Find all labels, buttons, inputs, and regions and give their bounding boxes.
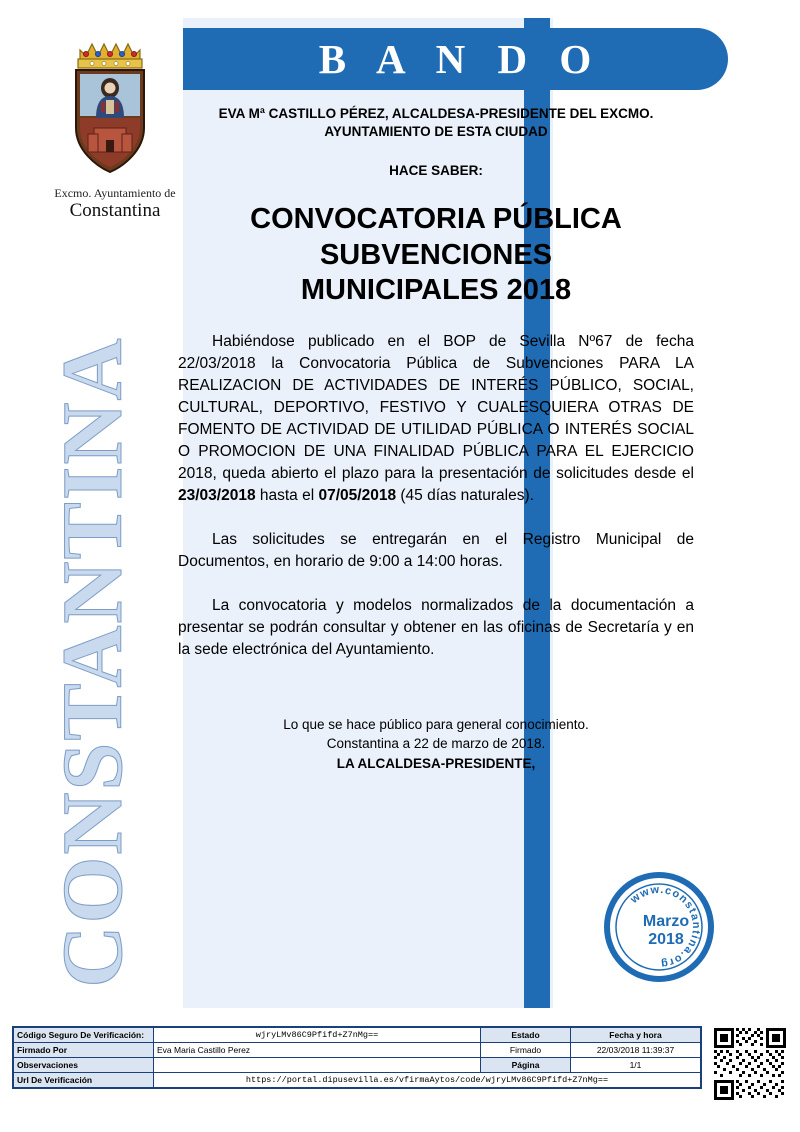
title-line-2: SUBVENCIONES (319, 238, 553, 271)
title-line-3: MUNICIPALES 2018 (300, 274, 572, 307)
website-seal-stamp (604, 872, 714, 982)
paragraph-3: La convocatoria y modelos normalizados de la documentación a presentar se podrán consultar y obtener en las oficinas de Secretaría y en la sede electrónica del Ayuntamiento. (178, 596, 694, 658)
seal-date (604, 872, 714, 982)
paragraph-1-part-e: (45 días naturales). (396, 486, 534, 504)
fecha-hora-value: 22/03/2018 11:39:37 (571, 1043, 701, 1058)
bando-banner (183, 28, 728, 90)
table-row (14, 1043, 701, 1058)
paragraph-1-date-end: 07/05/2018 (318, 486, 397, 504)
crest-caption-line1: Excmo. Ayuntamiento de (54, 186, 176, 200)
bando-title: B A N D O (318, 36, 603, 82)
closing-line-1: Lo que se hace público para general conocimiento. (283, 716, 589, 732)
url-verificacion-value[interactable]: https://portal.dipusevilla.es/vfirmaAytos/code/wjryLMv86C9Pfifd+Z7nMg== (154, 1073, 701, 1088)
authority-line: EVA Mª CASTILLO PÉREZ, ALCALDESA-PRESIDENTE DEL EXCMO. AYUNTAMIENTO DE ESTA CIUDAD (218, 106, 654, 140)
title-line-1: CONVOCATORIA PÚBLICA (250, 203, 622, 236)
hace-saber-label: HACE SABER: (389, 163, 483, 179)
paragraph-2: Las solicitudes se entregarán en el Registro Municipal de Documentos, en horario de 9:00 a 14:00 horas. (178, 530, 694, 570)
csv-value: wjryLMv86C9Pfifd+Z7nMg== (154, 1028, 481, 1043)
pagina-label: Página (481, 1058, 571, 1073)
crest-caption-line2: Constantina (69, 200, 161, 221)
table-row (14, 1028, 701, 1043)
estado-value: Firmado (481, 1043, 571, 1058)
firmado-por-value: Eva Maria Castillo Perez (154, 1043, 481, 1058)
paragraph-1-part-d: hasta el (255, 486, 319, 504)
svg-text:www.constantina.org: www.constantina.org (628, 883, 703, 971)
csv-label: Código Seguro De Verificación: (14, 1028, 154, 1043)
fecha-hora-header: Fecha y hora (571, 1028, 701, 1043)
page-title (176, 202, 696, 308)
paragraph-1-part-a: Habiéndose publicado en el BOP de Sevilla Nº67 de fecha 22/03/2018 la Convocatoria Pública de Subvenciones (178, 332, 694, 372)
seal-year: 2018 (648, 931, 684, 948)
paragraph-1 (176, 331, 696, 507)
paragraph-1-part-b: PARA LA REALIZACION DE ACTIVIDADES DE INTERÉS PÚBLICO, SOCIAL, CULTURAL, DEPORTIVO, FESTIVO Y CUALESQUIERA OTRAS DE FOMENTO DE ACTIVIDAD DE UTILIDAD PÚBLICA O INTERÉS SOCIAL O PROMOCION DE UNA FINALIDAD PÚBLICA PARA EL EJERCICIO 2018 (178, 354, 694, 482)
table-row (14, 1073, 701, 1088)
closing-line-2: Constantina a 22 de marzo de 2018. (326, 736, 546, 752)
verification-table (13, 1027, 701, 1088)
closing-signature-line: LA ALCALDESA-PRESIDENTE, (336, 755, 536, 771)
watermark-constantina: CONSTANTINA (44, 336, 140, 988)
observaciones-label: Observaciones (14, 1058, 154, 1073)
firmado-por-label: Firmado Por (14, 1043, 154, 1058)
qr-code-icon (712, 1026, 788, 1102)
url-verificacion-label: Url De Verificación (14, 1073, 154, 1088)
observaciones-value (154, 1058, 481, 1073)
verification-footer (12, 1026, 702, 1089)
seal-month: Marzo (642, 912, 690, 930)
estado-header: Estado (481, 1028, 571, 1043)
closing-block (176, 715, 696, 774)
pagina-value: 1/1 (571, 1058, 701, 1073)
table-row (14, 1058, 701, 1073)
document-content (176, 105, 696, 773)
paragraph-1-date-start: 23/03/2018 (178, 486, 256, 504)
coat-of-arms-icon (60, 30, 170, 175)
paragraph-1-part-c: , queda abierto el plazo para la presentación de solicitudes desde el (212, 464, 694, 482)
